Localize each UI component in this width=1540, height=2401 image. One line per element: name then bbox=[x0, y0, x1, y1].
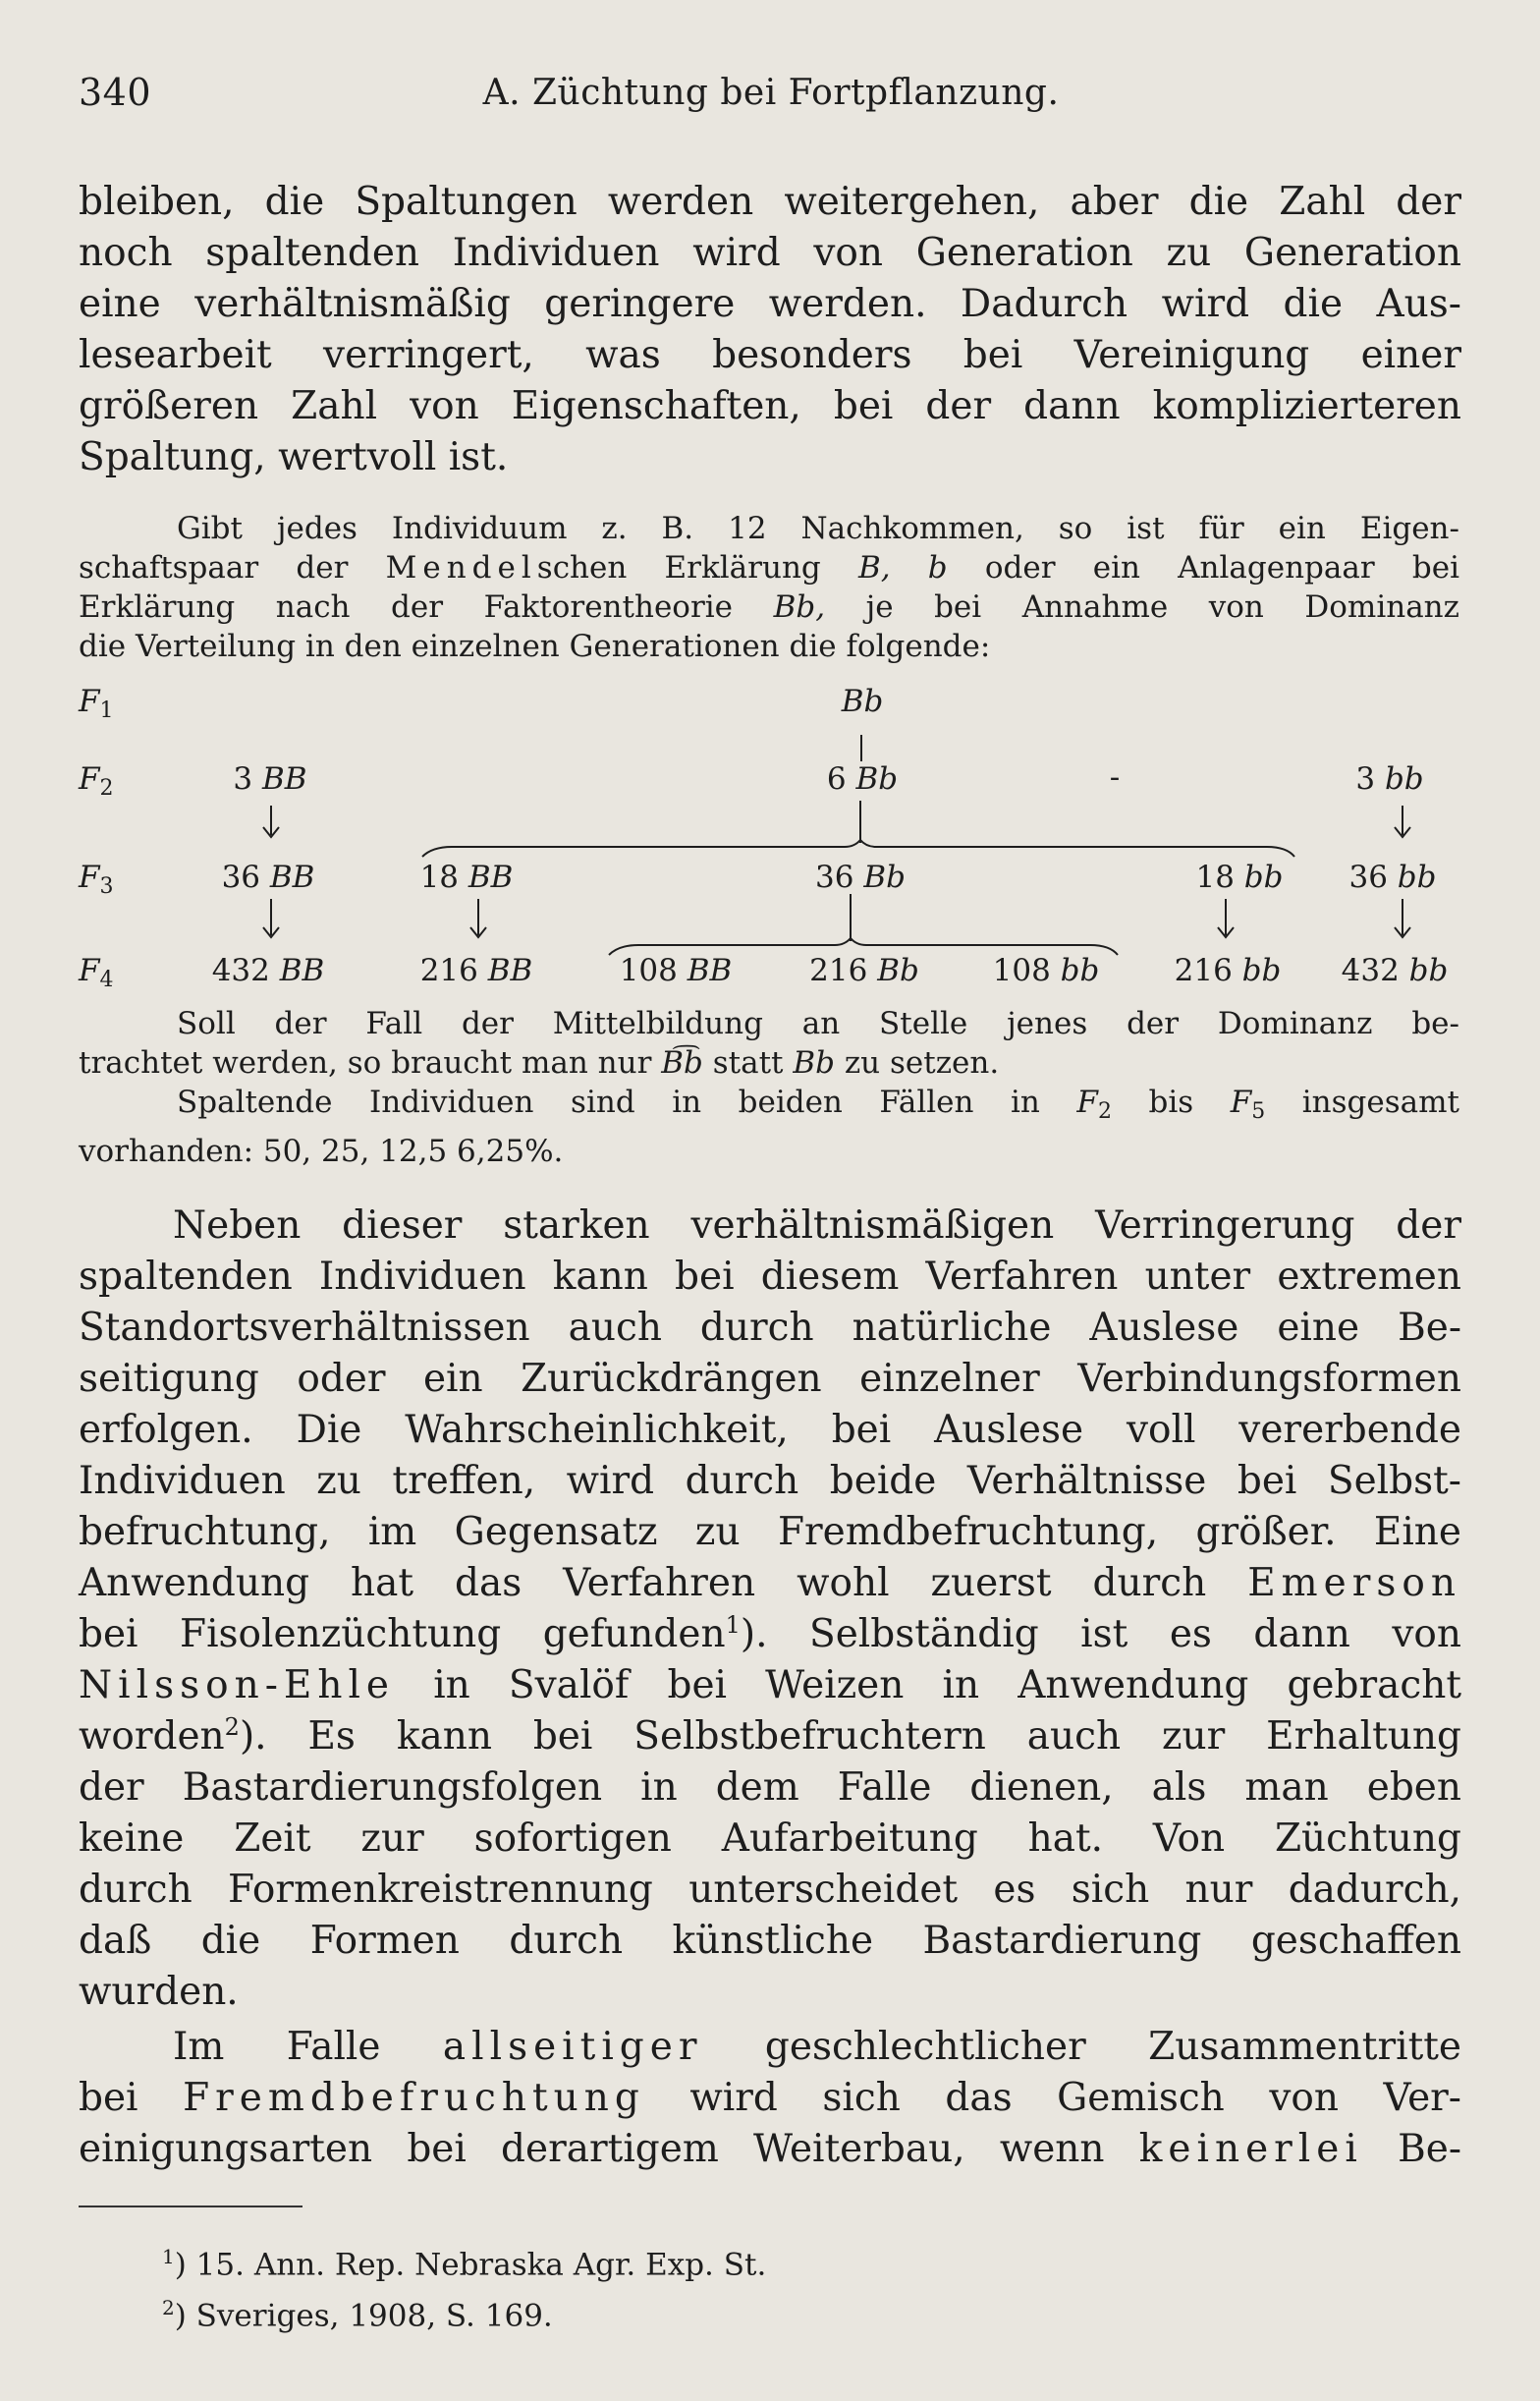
text-line: größeren Zahl von Eigenschaften, bei der dann komplizierteren bbox=[79, 384, 1461, 428]
text-line: worden$^2$). Es kann bei Selbstbefruchtern auch zur Erhaltung bbox=[79, 1713, 1461, 1759]
page-number: 340 bbox=[79, 71, 152, 114]
text-line: Anwendung hat das Verfahren wohl zuerst durch Emerson bbox=[79, 1561, 1461, 1605]
running-header bbox=[79, 71, 1463, 130]
f4-cell: 216 bb bbox=[1174, 953, 1282, 988]
text-line: eine verhältnismäßig geringere werden. Dadurch wird die Aus- bbox=[79, 282, 1461, 326]
f4-cell: 108 BB bbox=[619, 953, 733, 988]
text-line: seitigung oder ein Zurückdrängen einzelner Verbindungsformen bbox=[79, 1357, 1461, 1401]
footnote-ref: 2 bbox=[224, 1713, 240, 1741]
text-line: noch spaltenden Individuen wird von Generation zu Generation bbox=[79, 231, 1461, 275]
text-line: Spaltende Individuen sind in beiden Fällen in $F_2$ bis $F_5$ insgesamt bbox=[177, 1085, 1459, 1124]
footnotes bbox=[162, 2235, 766, 2338]
f2-cell: 3 BB bbox=[233, 761, 307, 797]
f3-cell: 36 Bb bbox=[815, 860, 906, 895]
text-line: bleiben, die Spaltungen werden weitergehen, aber die Zahl der bbox=[79, 180, 1461, 224]
f4-cell: 216 Bb bbox=[809, 953, 919, 988]
text-line: die Verteilung in den einzelnen Generationen die folgende: bbox=[79, 629, 991, 664]
f2-cell: 6 Bb bbox=[826, 761, 899, 797]
text-line: einigungsarten bei derartigem Weiterbau, wenn keinerlei Be- bbox=[79, 2127, 1461, 2171]
footnote-ref: 1 bbox=[725, 1611, 741, 1639]
author-name: Nilsson-Ehle bbox=[79, 1663, 396, 1707]
text-line: Individuen zu treffen, wird durch beide Verhältnisse bei Selbst- bbox=[79, 1459, 1461, 1503]
f3-cell: 36 bb bbox=[1348, 860, 1437, 895]
footnote-divider bbox=[79, 2206, 302, 2207]
footnote-1: $^1$) 15. Ann. Rep. Nebraska Agr. Exp. St. bbox=[162, 2245, 767, 2283]
emphasis: allseitiger bbox=[442, 2025, 703, 2069]
example-text bbox=[79, 509, 1459, 666]
text-line: lesearbeit verringert, was besonders bei Vereinigung einer bbox=[79, 333, 1461, 377]
text-line: Standortsverhältnissen auch durch natürliche Auslese eine Be- bbox=[79, 1306, 1461, 1350]
emphasis: keinerlei bbox=[1138, 2127, 1363, 2171]
text-line: vorhanden: 50, 25, 12,5 6,25%. bbox=[79, 1134, 564, 1169]
emphasis: Fremdbefruchtung bbox=[183, 2076, 645, 2120]
f4-cell: 432 bb bbox=[1341, 953, 1449, 988]
f4-cell: 216 BB bbox=[419, 953, 533, 988]
text-line: Erklärung nach der Faktorentheorie Bb, je bei Annahme von Dominanz bbox=[79, 589, 1459, 625]
diagram-notes bbox=[79, 1004, 1459, 1171]
generation-label-f3: $F_3$ bbox=[79, 860, 114, 899]
f1-cell: Bb bbox=[841, 684, 884, 719]
text-line: wurden. bbox=[79, 1970, 239, 2014]
f4-cell: 108 bb bbox=[992, 953, 1100, 988]
text-line: Im Falle allseitiger geschlechtlicher Zusammentritte bbox=[173, 2025, 1461, 2069]
paragraph-1 bbox=[79, 177, 1461, 483]
text-line: spaltenden Individuen kann bei diesem Verfahren unter extremen bbox=[79, 1255, 1461, 1299]
text-line: keine Zeit zur sofortigen Aufarbeitung hat. Von Züchtung bbox=[79, 1816, 1461, 1861]
text-line: Neben dieser starken verhältnismäßigen Verringerung der bbox=[173, 1203, 1461, 1248]
paragraph-3 bbox=[79, 2022, 1461, 2175]
text-line: trachtet werden, so braucht man nur B͡b statt Bb zu setzen. bbox=[79, 1045, 1000, 1081]
text-line: befruchtung, im Gegensatz zu Fremdbefruchtung, größer. Eine bbox=[79, 1510, 1461, 1554]
f2-cell: 3 bb bbox=[1355, 761, 1424, 797]
f4-cell: 432 BB bbox=[211, 953, 325, 988]
author-name: Mendel bbox=[385, 550, 537, 586]
text-line: Spaltung, wertvoll ist. bbox=[79, 435, 509, 479]
author-name: Emerson bbox=[1247, 1561, 1461, 1605]
text-line: der Bastardierungsfolgen in dem Falle dienen, als man eben bbox=[79, 1765, 1461, 1810]
text-line: durch Formenkreistrennung unterscheidet es sich nur dadurch, bbox=[79, 1868, 1461, 1912]
f3-cell: 18 bb bbox=[1195, 860, 1284, 895]
f3-cell: 36 BB bbox=[221, 860, 315, 895]
inheritance-diagram bbox=[0, 678, 1540, 1002]
f3-cell: 18 BB bbox=[419, 860, 514, 895]
running-title: A. Züchtung bei Fortpflanzung. bbox=[482, 73, 1060, 113]
text-line: schaftspaar der Mendelschen Erklärung B, b oder ein Anlagenpaar bei bbox=[79, 550, 1459, 586]
generation-label-f2: $F_2$ bbox=[79, 761, 114, 801]
f2-dash: - bbox=[1109, 759, 1121, 795]
text-line: bei Fisolenzüchtung gefunden$^1$). Selbständig ist es dann von bbox=[79, 1611, 1461, 1656]
text-line: daß die Formen durch künstliche Bastardierung geschaffen bbox=[79, 1919, 1461, 1963]
footnote-2: $^2$) Sveriges, 1908, S. 169. bbox=[162, 2296, 553, 2334]
text-line: Gibt jedes Individuum z. B. 12 Nachkommen, so ist für ein Eigen- bbox=[177, 511, 1459, 546]
text-line: Nilsson-Ehle in Svalöf bei Weizen in Anwendung gebracht bbox=[79, 1663, 1461, 1707]
paragraph-2 bbox=[79, 1200, 1461, 2018]
text-line: Soll der Fall der Mittelbildung an Stelle jenes der Dominanz be- bbox=[177, 1006, 1459, 1041]
generation-label-f4: $F_4$ bbox=[79, 953, 114, 992]
text-line: erfolgen. Die Wahrscheinlichkeit, bei Auslese voll vererbende bbox=[79, 1408, 1461, 1452]
text-line: bei Fremdbefruchtung wird sich das Gemisch von Ver- bbox=[79, 2076, 1461, 2120]
generation-label-f1: $F_1$ bbox=[79, 684, 114, 723]
